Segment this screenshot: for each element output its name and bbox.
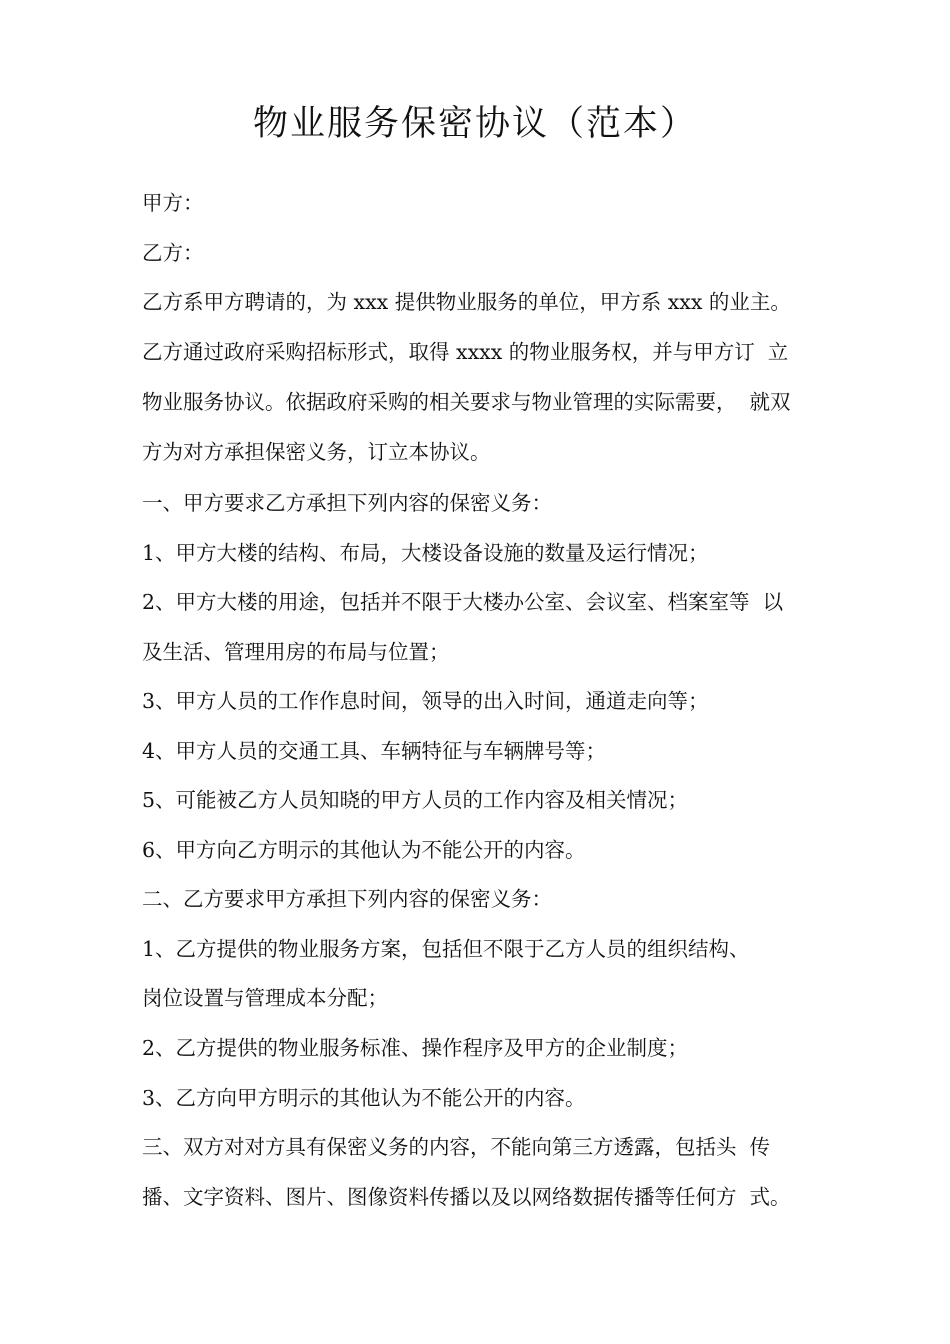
list-item-continuation: 及生活、管理用房的布局与位置； [142,640,450,664]
party-a-line: 甲方： [142,191,204,215]
list-item-continuation: 岗位设置与管理成本分配； [142,986,388,1010]
paragraph-line: 物业服务协议。依据政府采购的相关要求与物业管理的实际需要， 就双 [142,390,791,414]
paragraph-line: 播、文字资料、图片、图像资料传播以及以网络数据传播等任何方 式。 [142,1185,791,1209]
list-item: 1、甲方大楼的结构、布局，大楼设备设施的数量及运行情况； [142,541,709,565]
list-item: 2、甲方大楼的用途，包括并不限于大楼办公室、会议室、档案室等 以 [142,590,784,614]
list-item: 2、乙方提供的物业服务标准、操作程序及甲方的企业制度； [142,1036,689,1060]
paragraph-line: 乙方系甲方聘请的，为 xxx 提供物业服务的单位，甲方系 xxx 的业主。 [142,290,791,314]
list-item: 6、甲方向乙方明示的其他认为不能公开的内容。 [142,838,586,862]
section-heading-1: 一、甲方要求乙方承担下列内容的保密义务： [142,491,552,515]
section-heading-3: 三、双方对对方具有保密义务的内容，不能向第三方透露，包括头 传 [142,1135,771,1159]
section-heading-2: 二、乙方要求甲方承担下列内容的保密义务： [142,887,552,911]
list-item: 3、乙方向甲方明示的其他认为不能公开的内容。 [142,1086,586,1110]
list-item: 3、甲方人员的工作作息时间，领导的出入时间，通道走向等； [142,689,709,713]
party-b-line: 乙方： [142,241,204,265]
list-item: 1、乙方提供的物业服务方案，包括但不限于乙方人员的组织结构、 [142,937,750,961]
document-title: 物业服务保密协议（范本） [252,104,697,144]
paragraph-line: 方为对方承担保密义务，订立本协议。 [142,440,491,464]
paragraph-line: 乙方通过政府采购招标形式，取得 xxxx 的物业服务权，并与甲方订 立 [142,340,789,364]
list-item: 5、可能被乙方人员知晓的甲方人员的工作内容及相关情况； [142,788,689,812]
list-item: 4、甲方人员的交通工具、车辆特征与车辆牌号等； [142,739,607,763]
